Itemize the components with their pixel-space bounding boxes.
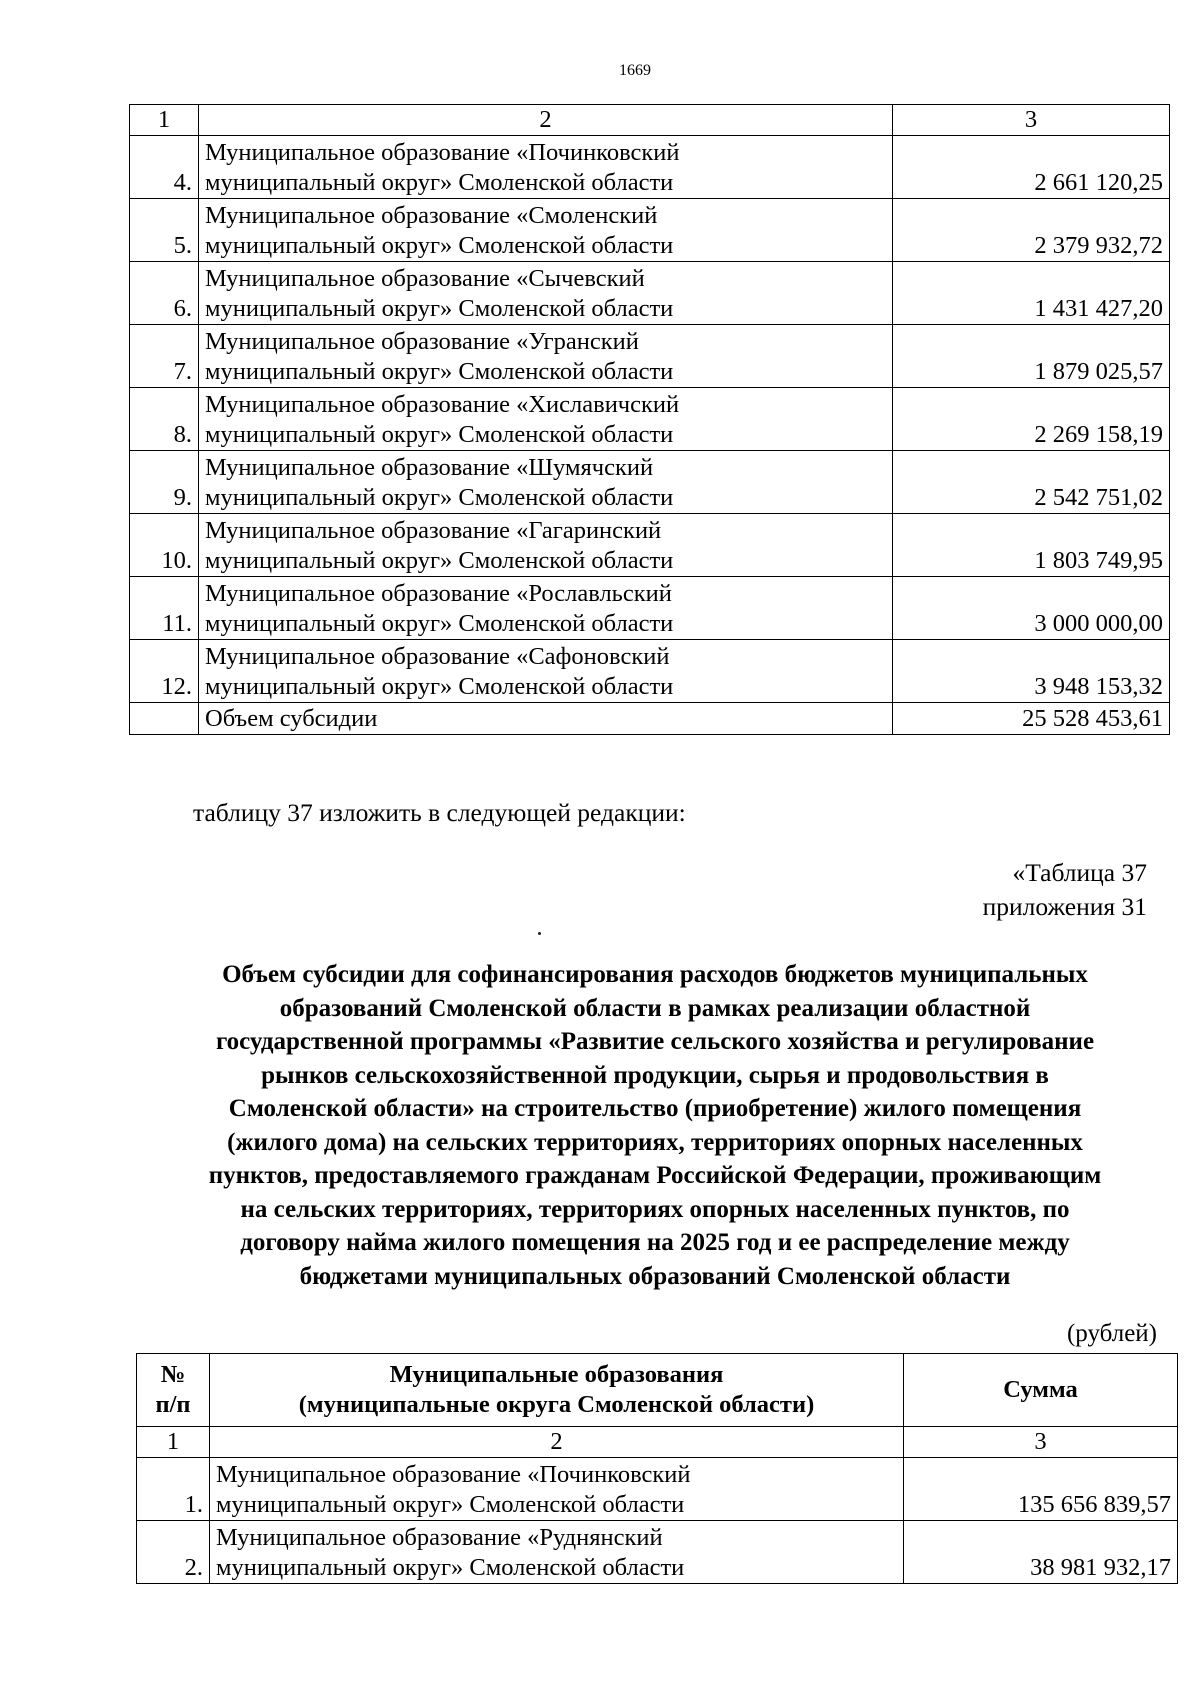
table-row <box>130 640 1170 703</box>
municipality-header <box>210 1354 904 1427</box>
subsidy-table-37 <box>136 1353 1178 1584</box>
municipality-name <box>199 640 893 703</box>
amendment-instruction: таблицу 37 изложить в следующей редакции: <box>193 798 686 827</box>
municipality-name-line: Муниципальное образование «Починковский <box>205 139 680 166</box>
municipality-name <box>199 325 893 388</box>
amount-header: Сумма <box>904 1354 1178 1427</box>
municipality-name <box>199 451 893 514</box>
title-line: государственной программы «Развитие сельского хозяйства и регулирование <box>215 1028 1095 1055</box>
row-number: 6. <box>130 262 199 325</box>
subsidy-amount: 2 269 158,19 <box>893 388 1170 451</box>
table-caption <box>747 856 1147 924</box>
municipality-header-line: Муниципальные образования <box>389 1361 724 1388</box>
column-number-row <box>130 105 1170 136</box>
column-number-cell: 2 <box>210 1427 904 1458</box>
column-number-cell: 2 <box>199 105 893 136</box>
subsidy-amount: 1 803 749,95 <box>893 514 1170 577</box>
municipality-name-line: муниципальный округ» Смоленской области <box>205 232 674 259</box>
subsidy-amount: 1 431 427,20 <box>893 262 1170 325</box>
table-row <box>130 262 1170 325</box>
municipality-name-line: Муниципальное образование «Рославльский <box>205 580 672 607</box>
row-number: 5. <box>130 199 199 262</box>
subsidy-amount: 2 379 932,72 <box>893 199 1170 262</box>
municipality-name-line: Муниципальное образование «Угранский <box>205 328 639 355</box>
total-label: Объем субсидии <box>199 703 893 735</box>
municipality-name-line: муниципальный округ» Смоленской области <box>205 421 674 448</box>
row-number: 8. <box>130 388 199 451</box>
page-number: 1669 <box>619 62 651 79</box>
municipality-name <box>199 262 893 325</box>
municipality-name <box>210 1521 904 1584</box>
table-header-row <box>137 1354 1178 1427</box>
table-row <box>137 1521 1178 1584</box>
municipality-name-line: Муниципальное образование «Шумячский <box>205 454 654 481</box>
total-empty-cell <box>130 703 199 735</box>
table-row <box>130 388 1170 451</box>
row-number: 10. <box>130 514 199 577</box>
row-number: 9. <box>130 451 199 514</box>
municipality-name-line: муниципальный округ» Смоленской области <box>205 169 674 196</box>
municipality-name-line: муниципальный округ» Смоленской области <box>216 1554 685 1581</box>
column-number-cell: 1 <box>130 105 199 136</box>
title-line: (жилого дома) на сельских территориях, территориях опорных населенных <box>227 1128 1083 1156</box>
subsidy-amount: 3 000 000,00 <box>893 577 1170 640</box>
subsidy-table-continued <box>129 104 1170 735</box>
table-row <box>137 1458 1178 1521</box>
municipality-name-line: муниципальный округ» Смоленской области <box>205 484 674 511</box>
municipality-name <box>199 577 893 640</box>
subsidy-amount: 2 661 120,25 <box>893 136 1170 199</box>
title-line: пунктов, предоставляемого гражданам Российской Федерации, проживающим <box>208 1162 1102 1189</box>
municipality-name-line: муниципальный округ» Смоленской области <box>205 358 674 385</box>
total-row <box>130 703 1170 735</box>
scan-speck <box>538 932 541 935</box>
number-header <box>137 1354 210 1427</box>
column-number-cell: 1 <box>137 1427 210 1458</box>
table-title <box>130 958 1180 1293</box>
table-row <box>130 136 1170 199</box>
municipality-name-line: Муниципальное образование «Починковский <box>216 1461 691 1488</box>
column-number-cell: 3 <box>904 1427 1178 1458</box>
subsidy-amount: 38 981 932,17 <box>904 1521 1178 1584</box>
row-number: 12. <box>130 640 199 703</box>
subsidy-amount: 135 656 839,57 <box>904 1458 1178 1521</box>
title-line: Объем субсидии для софинансирования расходов бюджетов муниципальных <box>222 961 1088 988</box>
municipality-name-line: Муниципальное образование «Гагаринский <box>205 517 662 544</box>
title-line: Смоленской области» на строительство (приобретение) жилого помещения <box>228 1095 1082 1122</box>
municipality-name-line: Муниципальное образование «Сафоновский <box>205 643 670 670</box>
municipality-name-line: муниципальный округ» Смоленской области <box>216 1491 685 1518</box>
table-caption-line: «Таблица 37 <box>1012 858 1147 887</box>
municipality-name-line: муниципальный округ» Смоленской области <box>205 610 674 637</box>
title-line: на сельских территориях, территориях опорных населенных пунктов, по <box>240 1195 1070 1223</box>
municipality-name-line: Муниципальное образование «Сычевский <box>205 265 645 292</box>
municipality-name-line: муниципальный округ» Смоленской области <box>205 673 674 700</box>
subsidy-amount: 2 542 751,02 <box>893 451 1170 514</box>
municipality-name-line: Муниципальное образование «Смоленский <box>205 202 658 229</box>
title-line: рынков сельскохозяйственной продукции, сырья и продовольствия в <box>261 1061 1049 1089</box>
municipality-name-line: Муниципальное образование «Хиславичский <box>205 391 680 418</box>
table-row <box>130 451 1170 514</box>
municipality-name-line: муниципальный округ» Смоленской области <box>205 547 674 574</box>
row-number: 2. <box>137 1521 210 1584</box>
municipality-name <box>199 514 893 577</box>
column-number-cell: 3 <box>893 105 1170 136</box>
row-number: 11. <box>130 577 199 640</box>
row-number: 1. <box>137 1458 210 1521</box>
table-caption-line: приложения 31 <box>982 892 1147 921</box>
title-line: образований Смоленской области в рамках реализации областной <box>279 994 1031 1022</box>
number-header-line: № <box>160 1361 186 1388</box>
subsidy-amount: 1 879 025,57 <box>893 325 1170 388</box>
municipality-name-line: муниципальный округ» Смоленской области <box>205 295 674 322</box>
row-number: 4. <box>130 136 199 199</box>
title-line: договору найма жилого помещения на 2025 год и ее распределение между <box>240 1229 1070 1256</box>
municipality-name <box>199 199 893 262</box>
municipality-name <box>210 1458 904 1521</box>
title-line: бюджетами муниципальных образований Смоленской области <box>299 1262 1011 1290</box>
table-row <box>130 325 1170 388</box>
municipality-name-line: Муниципальное образование «Руднянский <box>216 1524 663 1551</box>
row-number: 7. <box>130 325 199 388</box>
municipality-name <box>199 136 893 199</box>
column-number-row <box>137 1427 1178 1458</box>
units-label: (рублей) <box>1066 1320 1157 1347</box>
table-row <box>130 199 1170 262</box>
table-row <box>130 514 1170 577</box>
subsidy-amount: 3 948 153,32 <box>893 640 1170 703</box>
municipality-name <box>199 388 893 451</box>
table-row <box>130 577 1170 640</box>
number-header-line: п/п <box>155 1391 191 1418</box>
municipality-header-line: (муниципальные округа Смоленской области) <box>298 1391 815 1418</box>
total-amount: 25 528 453,61 <box>893 703 1170 735</box>
